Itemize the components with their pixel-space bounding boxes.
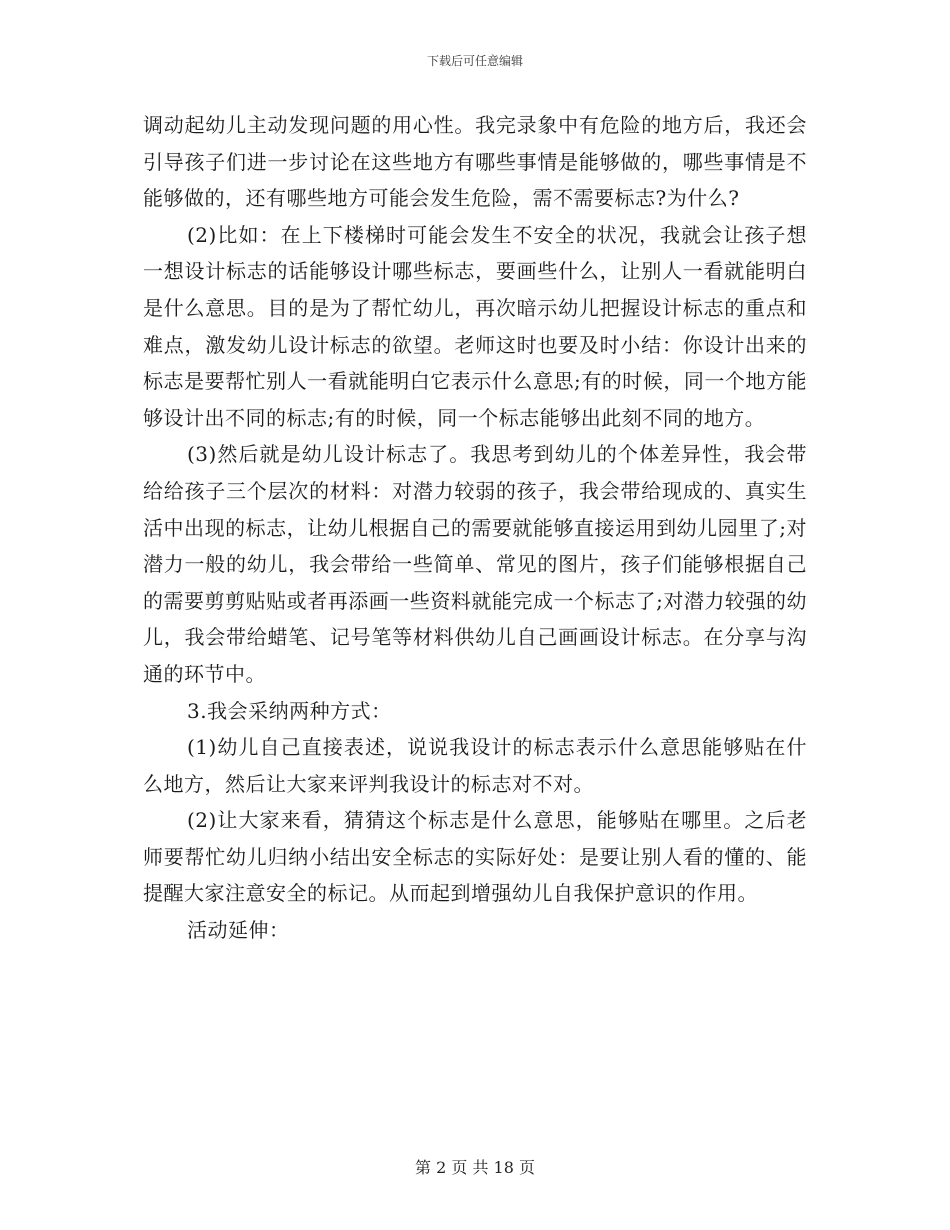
page-footer: 第 2 页 共 18 页 [415,1158,535,1177]
document-body [143,107,807,949]
paragraph-1: 调动起幼儿主动发现问题的用心性。我完录象中有危险的地方后，我还会引导孩子们进一步讨论在这些地方有哪些事情是能够做的，哪些事情是不能够做的，还有哪些地方可能会发生危险，需不需要标志?为什么? [143,113,807,211]
paragraph-3: (3)然后就是幼儿设计标志了。我思考到幼儿的个体差异性，我会带给给孩子三个层次的材料：对潜力较弱的孩子，我会带给现成的、真实生活中出现的标志，让幼儿根据自己的需要就能够直接运用到幼儿园里了;对潜力一般的幼儿，我会带给一些简单、常见的图片，孩子们能够根据自己的需要剪剪贴贴或者再添画一些资料就能完成一个标志了;对潜力较强的幼儿，我会带给蜡笔、记号笔等材料供幼儿自己画画设计标志。在分享与沟通的环节中。 [143,442,807,686]
page-header: 下载后可任意编辑 [426,54,523,68]
paragraph-4-heading: 3.我会采纳两种方式： [187,698,392,723]
paragraph-6: (2)让大家来看，猜猜这个标志是什么意思，能够贴在哪里。之后老师要帮忙幼儿归纳小结出安全标志的实际好处：是要让别人看的懂的、能提醒大家注意安全的标记。从而起到增强幼儿自我保护意识的作用。 [143,808,807,906]
paragraph-5: (1)幼儿自己直接表述，说说我设计的标志表示什么意思能够贴在什么地方，然后让大家来评判我设计的标志对不对。 [143,735,807,796]
paragraph-7-heading: 活动延伸： [187,918,290,943]
paragraph-2: (2)比如：在上下楼梯时可能会发生不安全的状况，我就会让孩子想一想设计标志的话能够设计哪些标志，要画些什么，让别人一看就能明白是什么意思。目的是为了帮忙幼儿，再次暗示幼儿把握设计标志的重点和难点，激发幼儿设计标志的欲望。老师这时也要及时小结：你设计出来的标志是要帮忙别人一看就能明白它表示什么意思;有的时候，同一个地方能够设计出不同的标志;有的时候，同一个标志能够出此刻不同的地方。 [143,222,807,430]
